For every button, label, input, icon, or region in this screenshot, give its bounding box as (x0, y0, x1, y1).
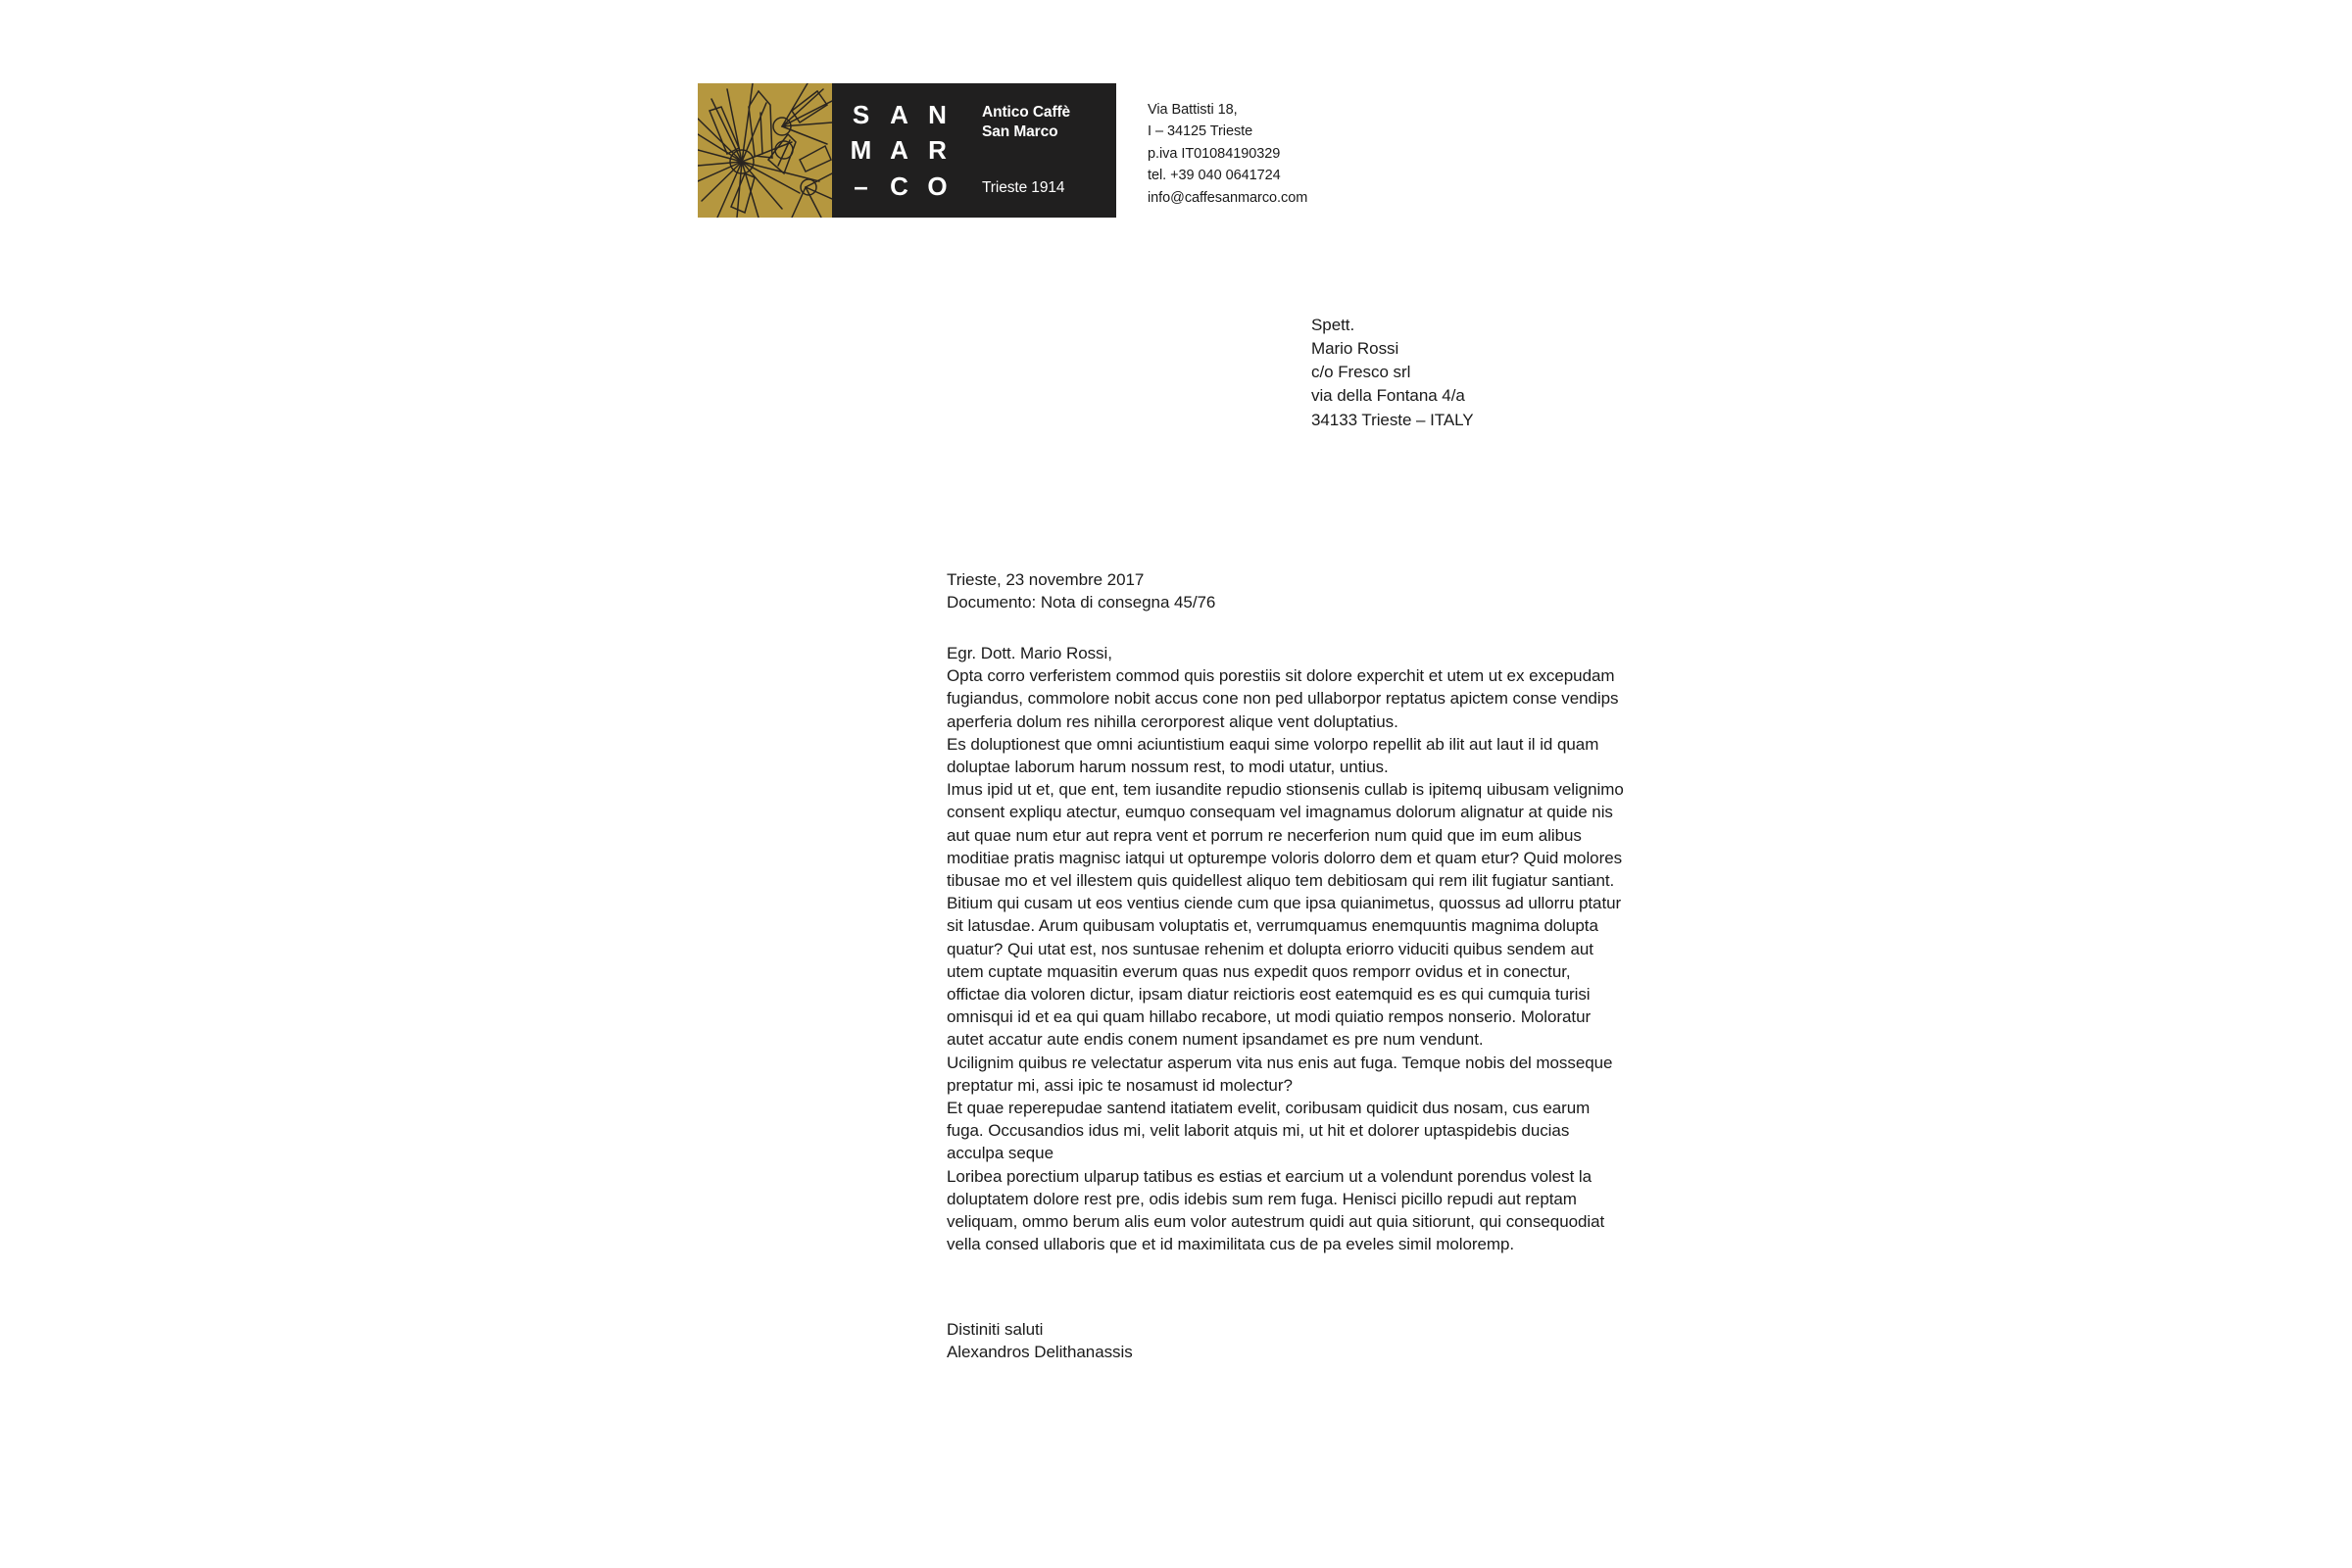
contact-email: info@caffesanmarco.com (1148, 189, 1308, 206)
recipient-company: c/o Fresco srl (1311, 363, 1411, 382)
wordmark-char: M (850, 135, 872, 166)
brand-name-line1: Antico Caffè (982, 104, 1071, 121)
body-paragraph: Bitium qui cusam ut eos ventius ciende cum que ipsa quianimetus, quossus ad ullorru ptatur sit latusdae. Arum quibusam voluptatis et, verrumquamus enemquuntis magnima dolupta quatur? Qui utat est, nos suntusae rehenim et dolupta eriorro viduciti quibus sendem aut utem cuptate mquasitin everum quas nus expedit quos remporr ovidus et in conectur, offictae dia voloren dictur, ipsam diatur reictioris eost eatemquid es es qui cumquia turisi omnisqui id et ea qui quam hillabo recabore, ut modi quiatio rempos nonserio. Moloratur autet accatur aute endis conem nument ipsandamet es pre num vendunt. (947, 894, 1622, 1050)
wordmark-char: N (928, 100, 947, 130)
body-paragraph: Ucilignim quibus re velectatur asperum vita nus enis aut fuga. Temque nobis del mosseque preptatur mi, assi ipic te nosamust id molectur? (947, 1053, 1613, 1095)
recipient-street: via della Fontana 4/a (1311, 386, 1465, 406)
san-marco-ornament-logo-icon (698, 83, 832, 218)
document-reference: Documento: Nota di consegna 45/76 (947, 593, 1216, 612)
letterhead (698, 83, 1307, 218)
wordmark-char: R (928, 135, 947, 166)
recipient-name: Mario Rossi (1311, 339, 1399, 359)
letter-body (947, 642, 1625, 1255)
wordmark-char: S (852, 100, 870, 130)
place-and-date: Trieste, 23 novembre 2017 (947, 570, 1145, 589)
wordmark-char: – (854, 171, 868, 201)
recipient-address (1311, 314, 1474, 432)
wordmark-char: C (890, 171, 908, 201)
wordmark-char: A (890, 135, 908, 166)
contact-city: I – 34125 Trieste (1148, 123, 1253, 140)
signer-name: Alexandros Delithanassis (947, 1343, 1133, 1362)
body-paragraph: Loribea porectium ulparup tatibus es estias et earcium ut a volendunt porendus volest la doluptatem dolore rest pre, odis idebis sum rem fuga. Henisci picillo repudi aut reptam veliquam, ommo berum alis eum volor autestrum quidi aut quia sitiorunt, qui consequodiat vella consed ullaboris que et id maximilitata cus de pa eveles simil moloremp. (947, 1166, 1605, 1254)
wordmark-char: A (890, 100, 908, 130)
body-paragraph: Opta corro verferistem commod quis porestiis sit dolore experchit et utem ut ex excepudam fugiandus, commolore nobit accus cone non ped ullaborpor reptatus apictem conse vendips aperferia dolum res nihilla cerorporest alique vent doluptatius. (947, 666, 1619, 731)
recipient-honorific: Spett. (1311, 316, 1355, 334)
recipient-city: 34133 Trieste – ITALY (1311, 410, 1474, 429)
letter-meta (947, 568, 1215, 613)
closing-phrase: Distiniti saluti (947, 1320, 1044, 1339)
brand-name (982, 103, 1101, 143)
wordmark-char: O (927, 171, 948, 201)
brand-name-tile (966, 83, 1116, 218)
contact-street: Via Battisti 18, (1148, 102, 1238, 118)
san-marco-wordmark (832, 83, 966, 218)
body-paragraph: Imus ipid ut et, que ent, tem iusandite repudio stionsenis cullab is ipitemq uibusam velignimo consent expliqu atectur, eumquo consequam vel imagnamus dolorum alignatur at quide nis aut quae num etur aut repra vent et porrum re necerferion num quid que im eum alibus moditiae pratis magnisc iatqui ut opturempe voloris dolorro dem et quam etur? Quid molores tibusae mo et vel illestem quis quidellest aliquo tem debitiosam qui rem ilit fugiatur santiant. (947, 780, 1624, 891)
salutation: Egr. Dott. Mario Rossi, (947, 644, 1112, 662)
brand-name-line2: San Marco (982, 123, 1058, 141)
body-paragraph: Et quae reperepudae santend itatiatem evelit, coribusam quidicit dus nosam, cus earum fuga. Occusandios idus mi, velit laborit atquis mi, ut hit et dolorer uptaspidebis ducias acculpa seque (947, 1099, 1591, 1163)
letter-signoff (947, 1318, 1133, 1363)
brand-founded-year: Trieste 1914 (982, 179, 1065, 197)
contact-vat: p.iva IT01084190329 (1148, 145, 1281, 162)
contact-details (1148, 83, 1307, 209)
body-paragraph: Es doluptionest que omni aciuntistium eaqui sime volorpo repellit ab ilit aut laut il id quam doluptae laborum harum nossum rest, to modi utatur, untius. (947, 734, 1599, 777)
contact-phone: tel. +39 040 0641724 (1148, 168, 1281, 184)
